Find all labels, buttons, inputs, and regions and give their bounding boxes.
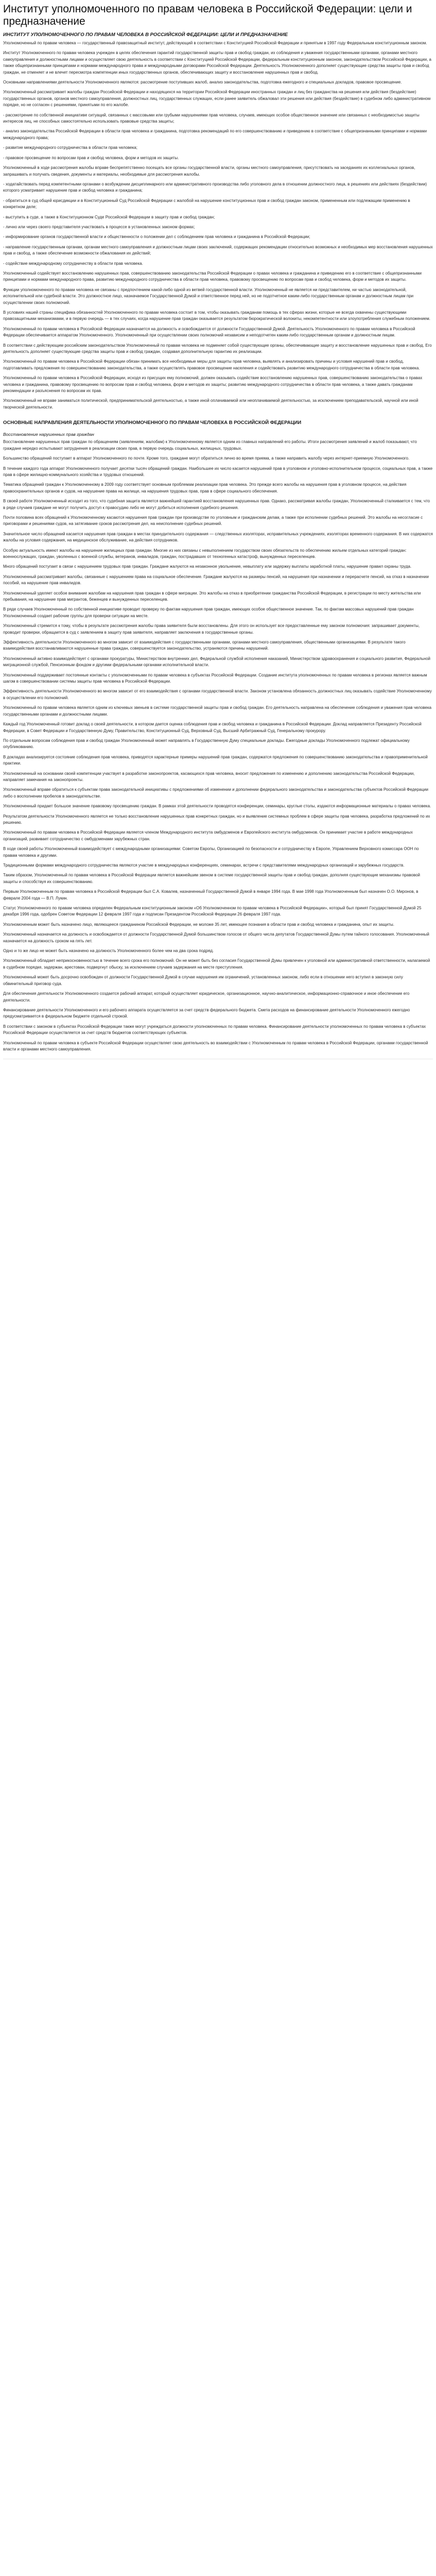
paragraph: Уполномоченный по правам человека — государственный правозащитный институт, действующий в соответствии с Конституцией Российской Федерации и принятым в 1997 году Федеральным конституционным законом. xyxy=(3,41,427,45)
paragraph: Уполномоченный по правам человека в Российской Федерации обязан принимать все необходимые меры для защиты прав человека, выявлять и анализировать причины и условия нарушений прав и свобод, подготавливать предложения по совершенствованию законодательства, а также осуществлять правовое просвещение населения и содействовать развитию международного сотрудничества в области прав человека. xyxy=(3,359,420,370)
paragraph: - обратиться в суд общей юрисдикции и в Конституционный Суд Российской Федерации с жалобой на нарушение конституционных прав и свобод граждан законом, примененным или подлежащим применению в конкретном деле; xyxy=(3,198,410,210)
paragraph: Уполномоченный по правам человека в субъекте Российской Федерации осуществляет свою деятельность во взаимодействии с Уполномоченным по правам человека в Российской Федерации, органами государственной власти и органами местного самоуправления. xyxy=(3,1040,428,1052)
paragraph: Традиционными формами международного сотрудничества являются участие в международных конференциях, семинарах, встречи с представителями международных организаций и зарубежных государств. xyxy=(3,863,405,868)
paragraph: - развитие международного сотрудничества в области прав человека; xyxy=(3,145,137,150)
paragraph: По отдельным вопросам соблюдения прав и свобод граждан Уполномоченный может направлять в Государственную Думу специальные доклады. Ежегодные доклады Уполномоченного подлежат официальному опубликованию. xyxy=(3,738,410,750)
paragraph: В соответствии с действующим российским законодательством Уполномоченный по правам человека не подменяет собой существующие органы, обеспечивающие защиту и восстановление нарушенных прав и свобод. Его деятельность дополняет существующие средства защиты прав и свобод граждан, создавая дополнительную гарантию их реализации. xyxy=(3,343,432,354)
paragraph: Восстановление нарушенных прав граждан по обращениям (заявлениям, жалобам) к Уполномоченному является одним из главных направлений его работы. Итоги рассмотрения заявлений и жалоб показывают, что граждане нередко испытывают затруднения в реализации своих прав, в первую очередь социальных, жилищных, трудовых. xyxy=(3,439,417,451)
paragraph: Уполномоченный рассматривает жалобы, связанные с нарушением права на социальное обеспечение. Граждане жалуются на размеры пенсий, на нарушения при назначении и перерасчете пенсий, на отказ в назначении пособий, на нарушение прав инвалидов. xyxy=(3,574,429,586)
article-heading: ИНСТИТУТ УПОЛНОМОЧЕННОГО ПО ПРАВАМ ЧЕЛОВЕКА В РОССИЙСКОЙ ФЕДЕРАЦИИ: ЦЕЛИ И ПРЕДНАЗНАЧЕНИЕ xyxy=(3,32,288,38)
paragraph: Уполномоченный может быть досрочно освобожден от должности Государственной Думой в случае нарушения им ограничений, установленных законом, либо если в отношении него вступил в законную силу обвинительный приговор суда. xyxy=(3,975,403,986)
section-body-continued xyxy=(3,846,433,1053)
paragraph: - ходатайствовать перед компетентными органами о возбуждении дисциплинарного или административного производства либо уголовного дела в отношении должностного лица, в решениях или действиях (бездействии) которого усматривает нарушение прав и свобод человека и гражданина; xyxy=(3,181,427,193)
paragraph: Эффективность деятельности Уполномоченного во многом зависит от его взаимодействия с органами государственной власти. Законом установлена обязанность должностных лиц оказывать содействие Уполномоченному в осуществлении его полномочий. xyxy=(3,689,432,700)
paragraph: Уполномоченный уделяет особое внимание жалобам на нарушения прав граждан в сфере миграции. Это жалобы на отказ в приобретении гражданства Российской Федерации, в регистрации по месту жительства или пребывания, на нарушение прав мигрантов, беженцев и вынужденных переселенцев. xyxy=(3,590,421,602)
paragraph: Каждый год Уполномоченный готовит доклад о своей деятельности, в котором дается оценка соблюдения прав и свобод человека и гражданина в Российской Федерации. Доклад направляется Президенту Российской Федерации, в Совет Федерации и Государственную Думу, Правительство, Конституционный Суд, Верховный Суд, Высший Арбитражный Суд, Генеральному прокурору. xyxy=(3,722,422,733)
section-body xyxy=(3,439,433,842)
intro-body xyxy=(3,40,433,411)
paragraph: Особую актуальность имеют жалобы на нарушение жилищных прав граждан. Многие из них связаны с невыполнением государством своих обязательств по обеспечению жильем отдельных категорий граждан: военнослужащих, граждан, уволенных с военной службы, ветеранов, инвалидов, граждан, пострадавших от техногенных катастроф, вынужденных переселенцев. xyxy=(3,548,407,559)
paragraph: - анализ законодательства Российской Федерации в области прав человека и гражданина, подготовка рекомендаций по его совершенствованию и приведению в соответствие с общепризнанными принципами и нормами международного права; xyxy=(3,129,427,140)
paragraph: - содействие международному сотрудничеству в области прав человека. xyxy=(3,261,143,266)
paragraph: В условиях нашей страны специфика обязанностей Уполномоченного по правам человека состоит в том, чтобы оказывать гражданам помощь в тех сферах жизни, которые не всегда охвачены существующими правозащитными механизмами, и в первую очередь — в тех случаях, когда нарушение прав граждан оказывается результатом бюрократической волокиты, некомпетентности или злоупотребления служебным положением. xyxy=(3,310,430,321)
subsection-heading: Восстановление нарушенных прав граждан xyxy=(3,432,94,437)
paragraph: Почти половина всех обращений к Уполномоченному касаются нарушения прав граждан при производстве по уголовным и гражданским делам, а также при исполнении судебных решений. Это жалобы на несогласие с приговорами и решениями судов, на затягивание сроков рассмотрения дел, на неисполнение судебных решений. xyxy=(3,515,423,527)
paragraph: Значительное число обращений касается нарушения прав граждан в местах принудительного содержания — следственных изоляторах, исправительных учреждениях, изоляторах временного содержания. В них содержатся жалобы на условия содержания, на медицинское обслуживание, на действия сотрудников. xyxy=(3,531,433,543)
paragraph: Функции уполномоченного по правам человека не связаны с предпочтением какой-либо одной из ветвей государственной власти. Уполномоченный не является ни представителем, ни частью законодательной, исполнительной или судебной власти. Это должностное лицо, назначаемое Государственной Думой и ответственное перед ней, но не подотчетное каким-либо государственным органам и должностным лицам при осуществлении своих полномочий. xyxy=(3,287,414,305)
paragraph: Уполномоченный рассматривает жалобы граждан Российской Федерации и находящихся на территории Российской Федерации иностранных граждан и лиц без гражданства на решения или действия (бездействие) государственных органов, органов местного самоуправления, должностных лиц, государственных служащих, если ранее заявитель обжаловал эти решения или действия (бездействие) в судебном либо административном порядке, но не согласен с решениями, принятыми по его жалобе. xyxy=(3,90,431,108)
paragraph: Первым Уполномоченным по правам человека в Российской Федерации был С.А. Ковалев, назначенный Государственной Думой в январе 1994 года. В мае 1998 года Уполномоченным был назначен О.О. Миронов, в феврале 2004 года — В.П. Лукин. xyxy=(3,889,418,901)
paragraph: Таким образом, Уполномоченный по правам человека в Российской Федерации является важнейшим звеном в системе государственной защиты прав и свобод граждан, дополняя существующие механизмы правовой защиты и способствуя их совершенствованию. xyxy=(3,873,421,884)
paragraph: Уполномоченный не вправе заниматься политической, предпринимательской деятельностью, а также иной оплачиваемой или неоплачиваемой деятельностью, за исключением преподавательской, научной или иной творческой деятельности. xyxy=(3,398,418,410)
paragraph: Уполномоченный вправе обратиться к субъектам права законодательной инициативы с предложениями об изменении и дополнении федерального законодательства и законодательства субъектов Российской Федерации либо о восполнении пробелов в законодательстве. xyxy=(3,787,429,799)
paragraph: Уполномоченный на основании своей компетенции участвует в разработке законопроектов, касающихся прав человека, вносит предложения по изменению и дополнению законодательства Российской Федерации, направляет замечания на законопроекты. xyxy=(3,771,415,782)
paragraph: Результатом деятельности Уполномоченного является не только восстановление нарушенных прав конкретных граждан, но и выявление системных проблем в сфере защиты прав человека, разработка предложений по их решению. xyxy=(3,814,430,825)
paragraph: В своей работе Уполномоченный исходит из того, что судебная защита является важнейшей гарантией восстановления нарушенных прав. Однако, рассматривая жалобы граждан, Уполномоченный сталкивается с тем, что в ряде случаев граждане не могут получить доступ к правосудию либо не могут добиться исполнения судебного решения. xyxy=(3,499,430,510)
paragraph: Много обращений поступает в связи с нарушением трудовых прав граждан. Граждане жалуются на незаконное увольнение, невыплату или задержку выплаты заработной платы, нарушение правил охраны труда. xyxy=(3,564,412,569)
paragraph: - информирование органов государственной власти и общественности о положении дел с соблюдением прав человека и гражданина в Российской Федерации; xyxy=(3,234,310,240)
paragraph: Эффективность деятельности Уполномоченного во многом зависит от взаимодействия с государственными органами, органами местного самоуправления, общественными организациями. В результате такого взаимодействия восстанавливаются нарушенные права граждан, совершенствуется законодательство, устраняются причины нарушений. xyxy=(3,640,406,651)
paragraph: Уполномоченный содействует восстановлению нарушенных прав, совершенствованию законодательства Российской Федерации о правах человека и гражданина и приведению его в соответствие с общепризнанными принципами и нормами международного права, развитию международного сотрудничества в области прав человека, правовому просвещению по вопросам прав и свобод человека, форм и методов их защиты. xyxy=(3,270,422,282)
paragraph: Уполномоченный по правам человека является одним из ключевых звеньев в системе государственной защиты прав и свобод граждан. Его деятельность направлена на обеспечение соблюдения и уважения прав человека государственными органами и должностными лицами. xyxy=(3,705,432,717)
paragraph: В докладах анализируется состояние соблюдения прав человека, приводятся характерные примеры нарушений прав граждан, содержатся предложения по совершенствованию законодательства и правоприменительной практики. xyxy=(3,754,428,766)
paragraph: - рассмотрение по собственной инициативе ситуаций, связанных с массовыми или грубыми нарушениями прав человека, случаев, имеющих особое общественное значение или связанных с необходимостью защиты интересов лиц, не способных самостоятельно использовать правовые средства защиты; xyxy=(3,112,420,124)
paragraph: Большинство обращений поступает в аппарат Уполномоченного по почте. Кроме того, граждане могут обратиться лично во время приема, а также направить жалобу через интернет-приемную Уполномоченного. xyxy=(3,456,410,461)
paragraph: Уполномоченный по правам человека в Российской Федерации, исходя из присущих ему полномочий, должен оказывать содействие восстановлению нарушенных прав, совершенствованию законодательства о правах человека и гражданина, правовому просвещению по вопросам прав и свобод человека, форм и методов их защиты; развитию международного сотрудничества в области прав человека, а также давать гражданам рекомендации и разъяснения по вопросам их прав. xyxy=(3,376,423,394)
paragraph: Основными направлениями деятельности Уполномоченного являются: рассмотрение поступивших жалоб, анализ законодательства, подготовка ежегодного и специальных докладов, правовое просвещение. xyxy=(3,80,402,85)
paragraph: Уполномоченным может быть назначено лицо, являющееся гражданином Российской Федерации, не моложе 35 лет, имеющее познания в области прав и свобод человека и гражданина, опыт их защиты. xyxy=(3,922,395,927)
paragraph: В ряде случаев Уполномоченный по собственной инициативе проводит проверку по фактам нарушения прав граждан, имеющих особое общественное значение. Так, по фактам массовых нарушений прав граждан Уполномоченный создает рабочие группы для проверки ситуации на месте. xyxy=(3,607,414,618)
paragraph: Уполномоченный по правам человека в Российской Федерации назначается на должность и освобождается от должности Государственной Думой. Деятельность Уполномоченного по правам человека в Российской Федерации обеспечивается аппаратом Уполномоченного. Уполномоченный при осуществлении своих полномочий независим и неподотчетен каким-либо государственным органам и должностным лицам. xyxy=(3,326,415,338)
paragraph: - направление государственным органам, органам местного самоуправления и должностным лицам своих заключений, содержащих рекомендации относительно возможных и необходимых мер восстановления нарушенных прав и свобод, а также обеспечение возможности обжалования их действий; xyxy=(3,244,433,256)
paragraph: Уполномоченный в ходе рассмотрения жалобы вправе беспрепятственно посещать все органы государственной власти, органы местного самоуправления, присутствовать на заседаниях их коллегиальных органов, запрашивать и получать сведения, документы и материалы, необходимые для рассмотрения жалобы. xyxy=(3,165,415,177)
paragraph: - правовое просвещение по вопросам прав и свобод человека, форм и методов их защиты. xyxy=(3,155,179,160)
paragraph: Институт Уполномоченного по правам человека учрежден в целях обеспечения гарантий государственной защиты прав и свобод граждан, их соблюдения и уважения государственными органами, органами местного самоуправления и должностными лицами и осуществляет свою деятельность в соответствии с Конституцией Российской Федерации, федеральным конституционным законом, законодательством Российской Федерации, а также общепризнанными принципами и нормами международного права и международными договорами Российской Федерации. Деятельность Уполномоченного дополняет существующие средства защиты прав и свобод граждан, не отменяет и не влечет пересмотра компетенции иных государственных органов, обеспечивающих защиту и восстановление нарушенных прав и свобод. xyxy=(3,50,431,75)
paragraph: В ходе своей работы Уполномоченный взаимодействует с международными организациями: Советом Европы, Организацией по безопасности и сотрудничеству в Европе, Управлением Верховного комиссара ООН по правам человека и другими. xyxy=(3,846,419,858)
paragraph: - выступить в суде, а также в Конституционном Суде Российской Федерации в защиту прав и свобод граждан; xyxy=(3,214,215,219)
paragraph: Уполномоченный стремится к тому, чтобы в результате рассмотрения жалобы права заявителя были восстановлены. Для этого он использует все предоставленные ему законом полномочия: запрашивает документы, проводит проверки, обращается в суд с заявлением в защиту прав заявителя, направляет заключения в государственные органы. xyxy=(3,623,420,635)
paragraph: Финансирование деятельности Уполномоченного и его рабочего аппарата осуществляется за счет средств федерального бюджета. Смета расходов на финансирование деятельности Уполномоченного ежегодно предусматривается в федеральном бюджете отдельной строкой. xyxy=(3,1007,410,1019)
paragraph: Уполномоченный придает большое значение правовому просвещению граждан. В рамках этой деятельности проводятся конференции, семинары, круглые столы, издаются информационные материалы о правах человека. xyxy=(3,804,431,809)
paragraph: Статус Уполномоченного по правам человека определен Федеральным конституционным законом «Об Уполномоченном по правам человека в Российской Федерации», который был принят Государственной Думой 25 декабря 1996 года, одобрен Советом Федерации 12 февраля 1997 года и подписан Президентом Российской Федерации 26 февраля 1997 года. xyxy=(3,906,422,917)
paragraph: В течение каждого года аппарат Уполномоченного получает десятки тысяч обращений граждан. Наибольшее их число касается нарушений прав в уголовном и уголовно-исполнительном процессе, социальных прав, а также прав в сфере жилищно-коммунального хозяйства и трудовых отношений. xyxy=(3,466,433,477)
paragraph: - лично или через своего представителя участвовать в процессе в установленных законом формах; xyxy=(3,224,195,229)
paragraph: В соответствии с законом в субъектах Российской Федерации также могут учреждаться должности уполномоченных по правам человека. Финансирование деятельности уполномоченных по правам человека в субъектах Российской Федерации осуществляется за счет средств бюджетов соответствующих субъектов. xyxy=(3,1024,426,1036)
paragraph: Уполномоченный назначается на должность и освобождается от должности Государственной Думой большинством голосов от общего числа депутатов Государственной Думы путем тайного голосования. Уполномоченный назначается на должность сроком на пять лет. xyxy=(3,932,429,943)
paragraph: Уполномоченный поддерживает постоянные контакты с уполномоченными по правам человека в субъектах Российской Федерации. Создание института уполномоченных по правам человека в регионах является важным шагом в совершенствовании системы защиты прав человека в Российской Федерации. xyxy=(3,672,427,684)
section-heading: ОСНОВНЫЕ НАПРАВЛЕНИЯ ДЕЯТЕЛЬНОСТИ УПОЛНОМОЧЕННОГО ПО ПРАВАМ ЧЕЛОВЕКА В РОССИЙСКОЙ ФЕДЕРАЦИИ xyxy=(3,420,302,426)
paragraph: Уполномоченный активно взаимодействует с органами прокуратуры, Министерством внутренних дел, Федеральной службой исполнения наказаний, Министерством здравоохранения и социального развития, Федеральной миграционной службой, Пенсионным фондом и другими федеральными органами исполнительной власти. xyxy=(3,656,430,668)
page-title: Институт уполномоченного по правам человека в Российской Федерации: цели и предназначение xyxy=(3,3,412,27)
paragraph: Одно и то же лицо не может быть назначено на должность Уполномоченного более чем на два срока подряд. xyxy=(3,948,214,954)
paragraph: Тематика обращений граждан к Уполномоченному в 2009 году соответствует основным проблемам реализации прав человека. Это прежде всего жалобы на нарушения прав в уголовном процессе, на действия правоохранительных органов и судов, на нарушение права на жилище, на нарушения трудовых прав, прав в сфере социального обеспечения. xyxy=(3,482,407,494)
paragraph: Уполномоченный обладает неприкосновенностью в течение всего срока его полномочий. Он не может быть без согласия Государственной Думы привлечен к уголовной или административной ответственности, налагаемой в судебном порядке, задержан, арестован, подвергнут обыску, за исключением случаев задержания на месте преступления. xyxy=(3,958,430,970)
paragraph: Для обеспечения деятельности Уполномоченного создается рабочий аппарат, который осуществляет юридическое, организационное, научно-аналитическое, информационно-справочное и иное обеспечение его деятельности. xyxy=(3,991,410,1003)
document-page xyxy=(0,0,436,1070)
paragraph: Уполномоченный по правам человека в Российской Федерации является членом Международного института омбудсменов и Европейского института омбудсменов. Он принимает участие в работе международных организаций, развивает сотрудничество с омбудсменами зарубежных стран. xyxy=(3,830,413,841)
